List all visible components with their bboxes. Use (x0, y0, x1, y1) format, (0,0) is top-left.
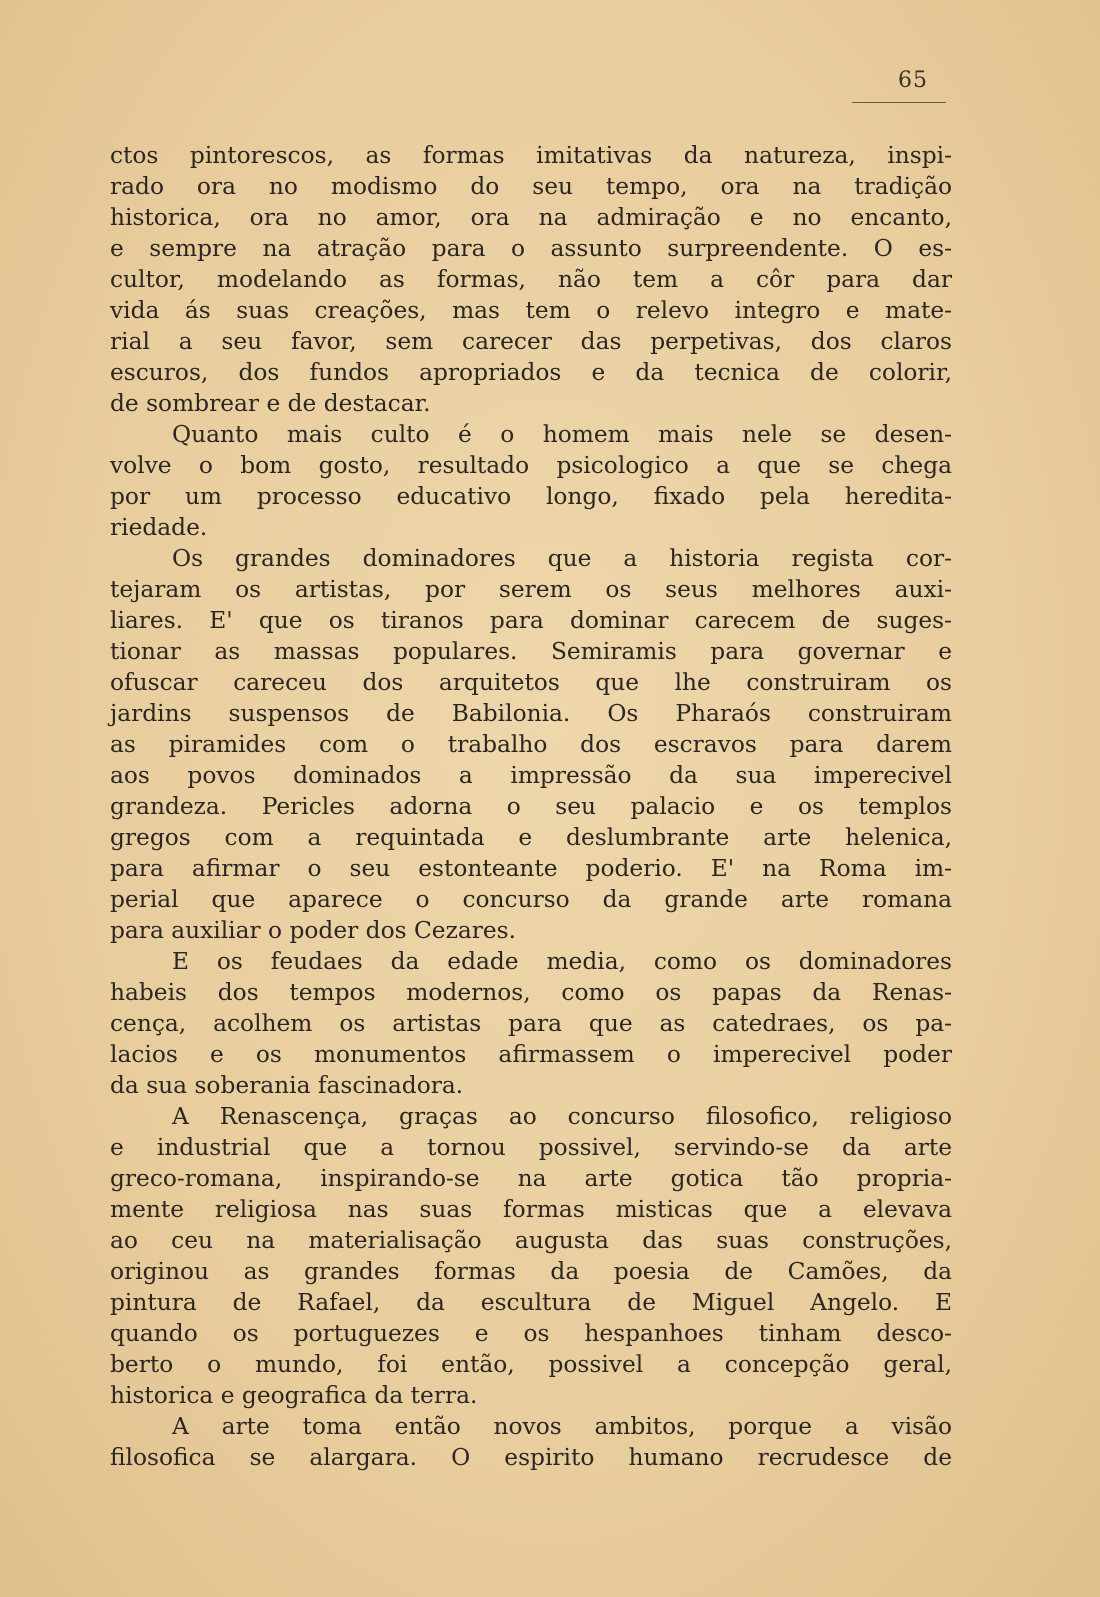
text-line: cultor, modelando as formas, não tem a côr para dar (110, 266, 952, 293)
text-line: de sombrear e de destacar. (110, 390, 431, 417)
text-line: cença, acolhem os artistas para que as catedraes, os pa- (110, 1010, 952, 1037)
text-line: Os grandes dominadores que a historia regista cor- (172, 545, 952, 572)
text-line: rado ora no modismo do seu tempo, ora na tradição (110, 173, 952, 200)
text-line: volve o bom gosto, resultado psicologico a que se chega (110, 452, 952, 479)
text-line: gregos com a requintada e deslumbrante arte helenica, (110, 824, 952, 851)
text-line: originou as grandes formas da poesia de Camões, da (110, 1258, 952, 1285)
text-line: grandeza. Pericles adorna o seu palacio e os templos (110, 793, 952, 820)
text-line: pintura de Rafael, da escultura de Miguel Angelo. E (110, 1289, 952, 1316)
text-line: historica e geografica da terra. (110, 1382, 478, 1409)
text-line: lacios e os monumentos afirmassem o imperecivel poder (110, 1041, 952, 1068)
text-line: aos povos dominados a impressão da sua imperecivel (110, 762, 952, 789)
text-line: filosofica se alargara. O espirito humano recrudesce de (110, 1444, 952, 1471)
text-line: ao ceu na materialisação augusta das suas construções, (110, 1227, 952, 1254)
text-line: ctos pintorescos, as formas imitativas da natureza, inspi- (110, 142, 952, 169)
text-line: ofuscar careceu dos arquitetos que lhe construiram os (110, 669, 952, 696)
text-line: para afirmar o seu estonteante poderio. E' na Roma im- (110, 855, 952, 882)
text-line: para auxiliar o poder dos Cezares. (110, 917, 517, 944)
text-line: as piramides com o trabalho dos escravos para darem (110, 731, 952, 758)
text-line: riedade. (110, 514, 208, 541)
text-line: por um processo educativo longo, fixado pela heredita- (110, 483, 952, 510)
text-line: A arte toma então novos ambitos, porque a visão (172, 1413, 952, 1440)
text-line: perial que aparece o concurso da grande arte romana (110, 886, 952, 913)
text-line: quando os portuguezes e os hespanhoes tinham desco- (110, 1320, 952, 1347)
text-line: rial a seu favor, sem carecer das perpetivas, dos claros (110, 328, 952, 355)
text-line: escuros, dos fundos apropriados e da tecnica de colorir, (110, 359, 952, 386)
text-line: historica, ora no amor, ora na admiração e no encanto, (110, 204, 952, 231)
text-line: A Renascença, graças ao concurso filosofico, religioso (172, 1103, 952, 1130)
text-line: tionar as massas populares. Semiramis para governar e (110, 638, 952, 665)
text-line: mente religiosa nas suas formas misticas que a elevava (110, 1196, 952, 1223)
page-number: 65 (898, 68, 928, 93)
text-line: vida ás suas creações, mas tem o relevo integro e mate- (110, 297, 952, 324)
text-line: e industrial que a tornou possivel, servindo-se da arte (110, 1134, 952, 1161)
text-line: Quanto mais culto é o homem mais nele se desen- (172, 421, 952, 448)
text-line: tejaram os artistas, por serem os seus melhores auxi- (110, 576, 952, 603)
text-line: berto o mundo, foi então, possivel a concepção geral, (110, 1351, 952, 1378)
body-text (110, 140, 952, 1473)
text-line: greco-romana, inspirando-se na arte gotica tão propria- (110, 1165, 952, 1192)
text-line: da sua soberania fascinadora. (110, 1072, 464, 1099)
text-line: jardins suspensos de Babilonia. Os Pharaós construiram (110, 700, 952, 727)
page-header (852, 66, 946, 103)
text-line: E os feudaes da edade media, como os dominadores (172, 948, 952, 975)
text-line: e sempre na atração para o assunto surpreendente. O es- (110, 235, 952, 262)
text-line: liares. E' que os tiranos para dominar carecem de suges- (110, 607, 952, 634)
text-line: habeis dos tempos modernos, como os papas da Renas- (110, 979, 952, 1006)
